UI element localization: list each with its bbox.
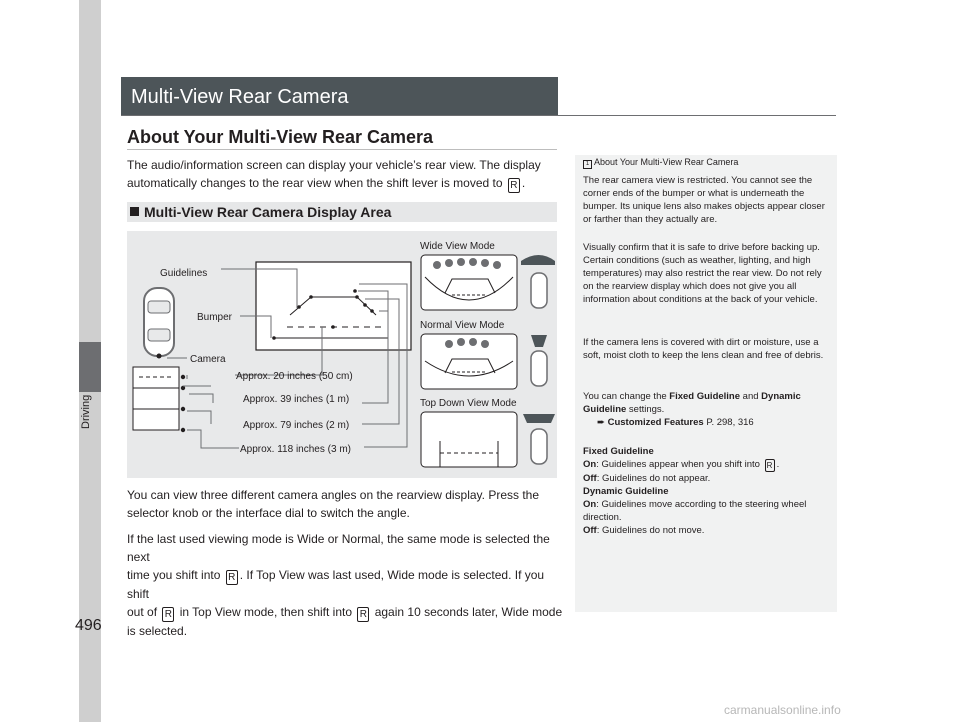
camera-diagram	[127, 231, 557, 478]
intro-text: The audio/information screen can display your vehicle’s rear view. The display automatically changes to the rear view when the shift lever is moved to R .	[127, 158, 541, 191]
r-key-icon: R	[508, 178, 520, 193]
label-camera: Camera	[190, 354, 226, 365]
customized-features-link[interactable]: Customized Features	[607, 417, 704, 428]
label-39-inches: Approx. 39 inches (1 m)	[243, 394, 350, 405]
side-tab	[79, 0, 101, 722]
arrow-ref-icon: ➨	[597, 417, 608, 428]
label-normal-view: Normal View Mode	[420, 320, 505, 331]
sidebar-p2: Visually confirm that it is safe to drive before backing up. Certain conditions (such as weather, lighting, and high temperatures) may also restrict the rear view. Do not rely on the rearview display which does not give you all information about conditions at the back of your vehicle.	[583, 242, 822, 305]
page-number: 496	[75, 617, 102, 634]
r-key-icon: R	[765, 459, 775, 472]
camera-display-figure	[127, 231, 557, 478]
header-rule	[121, 115, 836, 116]
ref-box-icon: 1	[583, 160, 592, 169]
subsection-bar	[127, 202, 557, 222]
sidebar-settings: Fixed Guideline On: Guidelines appear when you shift into R . Off: Guidelines do not appear. Dynamic Guideline On: Guidelines move according to the steering wheel direction. Off: Guidelines do not move.	[583, 446, 807, 536]
label-top-view: Top Down View Mode	[420, 398, 517, 409]
r-key-icon: R	[226, 570, 238, 585]
square-bullet-icon	[130, 207, 139, 216]
label-79-inches: Approx. 79 inches (2 m)	[243, 420, 350, 431]
label-bumper: Bumper	[197, 312, 233, 323]
r-key-icon: R	[357, 607, 369, 622]
sidebar-title: 1 About Your Multi-View Rear Camera	[583, 157, 738, 169]
mode-text: If the last used viewing mode is Wide or Normal, the same mode is selected the next time you shift into R . If Top View was last used, Wide mode is selected. If you shift out of R in Top View mode, then shift into R again 10 seconds later, Wide mode is selected.	[127, 532, 563, 638]
section-heading: About Your Multi-View Rear Camera	[127, 127, 434, 147]
car-wide-icon	[521, 255, 555, 308]
side-label-driving: Driving	[80, 395, 92, 430]
car-top-down-icon	[523, 414, 555, 464]
label-wide-view: Wide View Mode	[420, 241, 495, 252]
car-normal-icon	[531, 335, 547, 386]
label-118-inches: Approx. 118 inches (3 m)	[240, 444, 351, 455]
car-top-icon	[144, 288, 174, 356]
sidebar-p1: The rear camera view is restricted. You cannot see the corner ends of the bumper or what is underneath the bumper. Its unique lens also makes objects appear closer or farther than they actually are.	[583, 175, 825, 225]
watermark: carmanualsonline.info	[724, 703, 841, 717]
sidebar-p4: You can change the Fixed Guideline and Dynamic Guideline settings. ➨ Customized Features P. 298, 316	[583, 391, 801, 428]
sidebar-p3: If the camera lens is covered with dirt or moisture, use a soft, moist cloth to keep the lens clean and free of debris.	[583, 337, 824, 361]
r-key-icon: R	[162, 607, 174, 622]
angles-text: You can view three different camera angles on the rearview display. Press the selector knob or the interface dial to switch the angle.	[127, 488, 540, 520]
label-guidelines: Guidelines	[160, 268, 208, 279]
subsection-title: Multi-View Rear Camera Display Area	[144, 204, 392, 220]
heading-rule	[127, 149, 557, 150]
label-20-inches: Approx. 20 inches (50 cm)	[236, 371, 353, 382]
page-title: Multi-View Rear Camera	[121, 77, 558, 115]
